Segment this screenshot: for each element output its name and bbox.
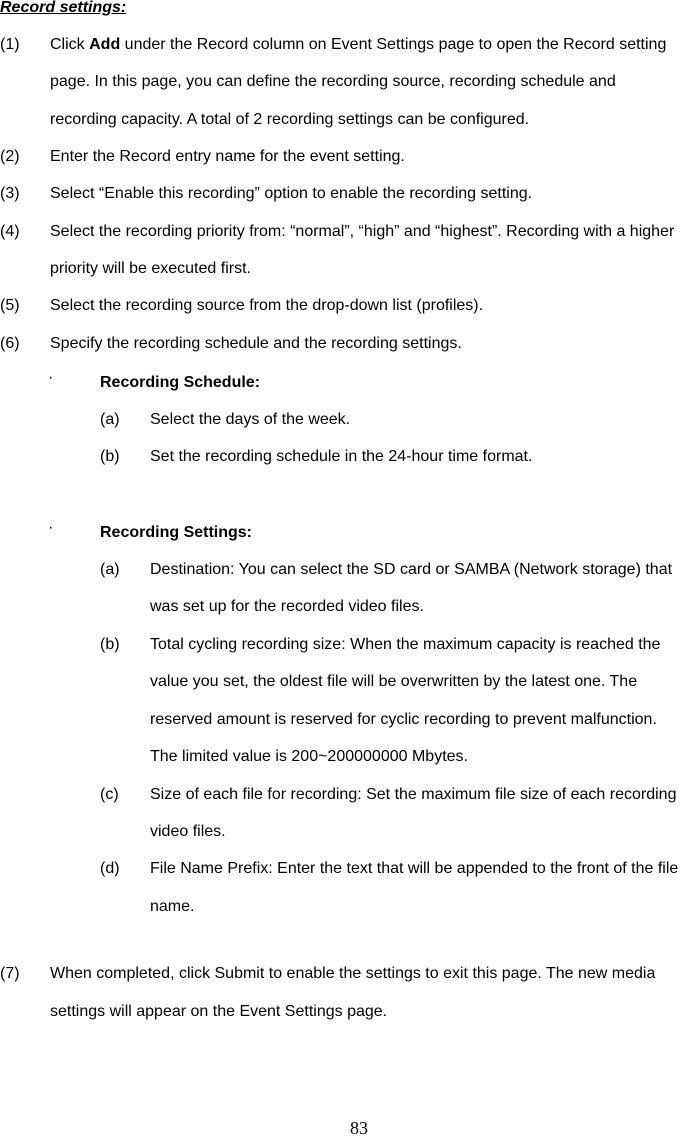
schedule-a-line-1: Select the days of the week.	[150, 411, 351, 428]
step-2-line-1: Enter the Record entry name for the event setting.	[50, 148, 405, 165]
page-number: 83	[350, 1118, 368, 1138]
step-1-line-1	[50, 35, 666, 55]
settings-c-line-1: Size of each file for recording: Set the maximum file size of each recording	[150, 786, 677, 803]
settings-b-line-1: Total cycling recording size: When the maximum capacity is reached the	[150, 636, 661, 653]
add-term: Add	[89, 36, 121, 53]
bullet: ·	[48, 519, 54, 536]
sub-label: (d)	[100, 860, 120, 877]
step-7-line-2: settings will appear on the Event Settings page.	[50, 1003, 388, 1020]
sub-label: (a)	[100, 411, 120, 428]
sub-label: (c)	[100, 786, 119, 803]
settings-a-line-1: Destination: You can select the SD card or SAMBA (Network storage) that	[150, 561, 673, 578]
step-4-line-2: priority will be executed first.	[50, 260, 251, 277]
step-1-line-2: page. In this page, you can define the recording source, recording schedule and	[50, 73, 616, 90]
recording-settings-title: Recording Settings:	[100, 524, 253, 541]
step-1-line-3: recording capacity. A total of 2 recording settings can be configured.	[50, 111, 530, 128]
settings-d-line-1: File Name Prefix: Enter the text that will be appended to the front of the file	[150, 860, 679, 877]
step-number: (7)	[0, 965, 20, 982]
sub-label: (a)	[100, 561, 120, 578]
settings-b-line-3: reserved amount is reserved for cyclic recording to prevent malfunction.	[150, 711, 657, 728]
step-number: (3)	[0, 185, 20, 202]
step-4-line-1: Select the recording priority from: “normal”, “high” and “highest”. Recording with a higher	[50, 223, 675, 240]
step-7-line-1: When completed, click Submit to enable the settings to exit this page. The new media	[50, 965, 656, 982]
step-5-line-1: Select the recording source from the drop-down list (profiles).	[50, 297, 484, 314]
settings-a-line-2: was set up for the recorded video files.	[150, 598, 424, 615]
recording-schedule-title: Recording Schedule:	[100, 374, 261, 391]
section-heading: Record settings:	[0, 0, 127, 16]
step-number: (6)	[0, 335, 20, 352]
step-3-line-1: Select “Enable this recording” option to enable the recording setting.	[50, 185, 533, 202]
schedule-b-line-1: Set the recording schedule in the 24-hour time format.	[150, 448, 533, 465]
step-number: (5)	[0, 297, 20, 314]
bullet: ·	[48, 369, 54, 386]
sub-label: (b)	[100, 636, 120, 653]
step-6-line-1: Specify the recording schedule and the recording settings.	[50, 335, 462, 352]
settings-c-line-2: video files.	[150, 823, 226, 840]
step-1-text: Click	[50, 36, 90, 53]
step-number: (1)	[0, 36, 20, 53]
settings-b-line-2: value you set, the oldest file will be overwritten by the latest one. The	[150, 673, 638, 690]
step-number: (4)	[0, 223, 20, 240]
sub-label: (b)	[100, 448, 120, 465]
settings-b-line-4: The limited value is 200~200000000 Mbytes.	[150, 748, 468, 765]
step-number: (2)	[0, 148, 20, 165]
step-1-text-rest: under the Record column on Event Settings page to open the Record setting	[120, 36, 667, 53]
settings-d-line-2: name.	[150, 898, 195, 915]
